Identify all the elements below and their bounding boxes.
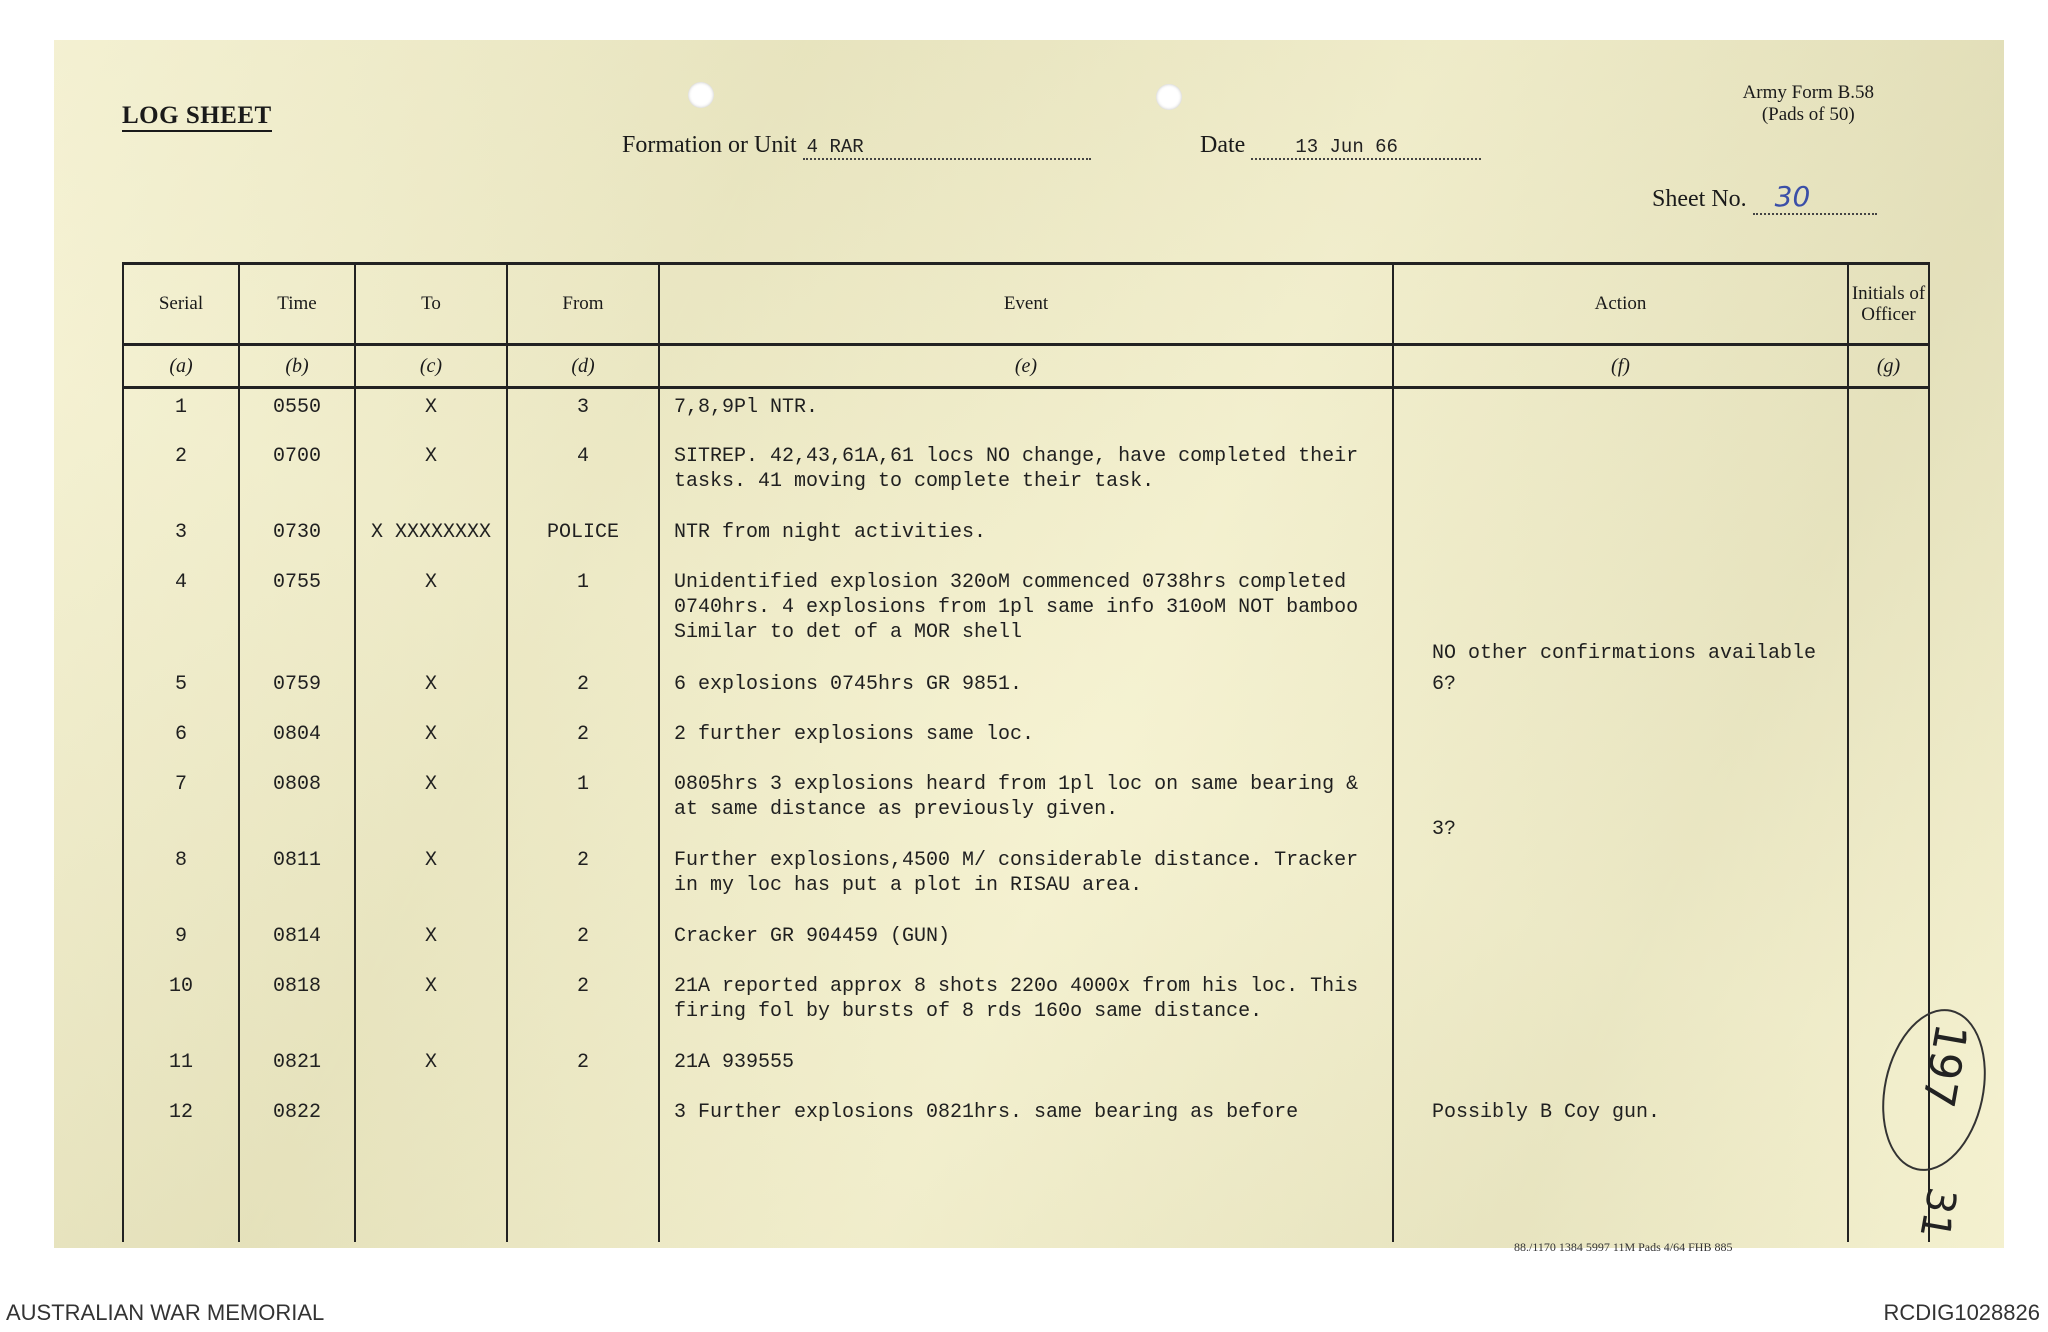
handwritten-mark: 31 <box>1910 1183 1965 1243</box>
cell-event: Cracker GR 904459 (GUN) <box>659 918 1393 968</box>
cell-event: Further explosions,4500 M/ considerable distance. Tracker in my loc has put a plot in RISAU area. <box>659 842 1393 918</box>
cell-action: 6? <box>1393 666 1848 716</box>
cell-initials <box>1848 716 1929 766</box>
cell-to: X <box>355 968 507 1044</box>
table-row <box>123 1094 1929 1144</box>
cell-to: X <box>355 666 507 716</box>
filler-cell <box>355 1144 507 1243</box>
cell-from: 4 <box>507 438 659 514</box>
table-row <box>123 842 1929 918</box>
cell-serial: 6 <box>123 716 239 766</box>
cell-to: X <box>355 388 507 438</box>
cell-action <box>1393 968 1848 1044</box>
handwritten-page-number: 197 <box>1911 1019 1977 1112</box>
print-code: 88./1170 1384 5997 11M Pads 4/64 FHB 885 <box>1514 1240 1733 1254</box>
table-row <box>123 564 1929 666</box>
cell-time: 0759 <box>239 666 355 716</box>
cell-event: 7,8,9Pl NTR. <box>659 388 1393 438</box>
table-row <box>123 438 1929 514</box>
table-filler-row <box>123 1144 1929 1243</box>
sheet-number-label: Sheet No. <box>1652 186 1747 212</box>
cell-event: 3 Further explosions 0821hrs. same bearing as before <box>659 1094 1393 1144</box>
table-row <box>123 666 1929 716</box>
form-number: Army Form B.58 <box>1742 82 1874 103</box>
archive-footer <box>0 1300 2048 1332</box>
table-row <box>123 388 1929 438</box>
date-value: 13 Jun 66 <box>1251 136 1481 160</box>
cell-initials <box>1848 842 1929 918</box>
log-table <box>122 262 1930 1242</box>
cell-time: 0811 <box>239 842 355 918</box>
cell-serial: 5 <box>123 666 239 716</box>
column-header-event: Event <box>659 264 1393 345</box>
cell-event: Unidentified explosion 320oM commenced 0738hrs completed 0740hrs. 4 explosions from 1pl same info 310oM NOT bamboo Similar to det of a MOR shell <box>659 564 1393 666</box>
cell-action <box>1393 438 1848 514</box>
cell-time: 0821 <box>239 1044 355 1094</box>
cell-action: 3? <box>1393 766 1848 842</box>
cell-from <box>507 1094 659 1144</box>
table-row <box>123 514 1929 564</box>
column-header-to: To <box>355 264 507 345</box>
cell-action <box>1393 388 1848 438</box>
cell-time: 0814 <box>239 918 355 968</box>
log-entries <box>123 388 1929 1243</box>
cell-to <box>355 1094 507 1144</box>
cell-from: 2 <box>507 716 659 766</box>
cell-action <box>1393 918 1848 968</box>
punch-hole-left <box>688 82 714 108</box>
cell-serial: 2 <box>123 438 239 514</box>
cell-initials <box>1848 666 1929 716</box>
cell-initials <box>1848 438 1929 514</box>
filler-cell <box>659 1144 1393 1243</box>
archive-id: RCDIG1028826 <box>1883 1300 2040 1325</box>
column-header-serial: Serial <box>123 264 239 345</box>
cell-time: 0818 <box>239 968 355 1044</box>
table-row <box>123 918 1929 968</box>
cell-serial: 8 <box>123 842 239 918</box>
cell-event: 21A 939555 <box>659 1044 1393 1094</box>
column-letter-a: (a) <box>123 345 239 388</box>
form-identifier <box>1743 82 1874 126</box>
archive-name: AUSTRALIAN WAR MEMORIAL <box>6 1300 325 1325</box>
punch-hole-right <box>1156 84 1182 110</box>
cell-action <box>1393 1044 1848 1094</box>
cell-from: 1 <box>507 564 659 666</box>
cell-from: 2 <box>507 968 659 1044</box>
column-header-from: From <box>507 264 659 345</box>
log-sheet-paper <box>54 40 2004 1254</box>
column-letter-e: (e) <box>659 345 1393 388</box>
formation-field <box>622 132 1091 160</box>
cell-to: X <box>355 716 507 766</box>
cell-to: X <box>355 564 507 666</box>
cell-to: X <box>355 766 507 842</box>
cell-initials <box>1848 388 1929 438</box>
cell-from: 2 <box>507 1044 659 1094</box>
cell-from: 2 <box>507 666 659 716</box>
cell-to: X <box>355 438 507 514</box>
column-header-action: Action <box>1393 264 1848 345</box>
cell-serial: 11 <box>123 1044 239 1094</box>
cell-from: 1 <box>507 766 659 842</box>
cell-event: 21A reported approx 8 shots 220o 4000x from his loc. This firing fol by bursts of 8 rds 160o same distance. <box>659 968 1393 1044</box>
cell-action <box>1393 842 1848 918</box>
cell-time: 0822 <box>239 1094 355 1144</box>
column-header-initials: Initials of Officer <box>1848 264 1929 345</box>
cell-event: SITREP. 42,43,61A,61 locs NO change, have completed their tasks. 41 moving to complete their task. <box>659 438 1393 514</box>
cell-to: X <box>355 842 507 918</box>
column-letter-f: (f) <box>1393 345 1848 388</box>
filler-cell <box>507 1144 659 1243</box>
cell-action: NO other confirmations available <box>1393 564 1848 666</box>
sheet-number-field <box>1652 180 1877 215</box>
table-row <box>123 1044 1929 1094</box>
form-pads: (Pads of 50) <box>1761 104 1855 125</box>
cell-time: 0550 <box>239 388 355 438</box>
cell-initials <box>1848 514 1929 564</box>
formation-label: Formation or Unit <box>622 132 797 158</box>
column-letter-d: (d) <box>507 345 659 388</box>
cell-initials <box>1848 918 1929 968</box>
cell-serial: 4 <box>123 564 239 666</box>
date-field <box>1200 132 1481 160</box>
cell-from: 2 <box>507 842 659 918</box>
cell-initials <box>1848 564 1929 666</box>
cell-serial: 3 <box>123 514 239 564</box>
cell-to: X <box>355 1044 507 1094</box>
cell-event: 0805hrs 3 explosions heard from 1pl loc on same bearing & at same distance as previously given. <box>659 766 1393 842</box>
column-letter-row <box>123 345 1929 388</box>
cell-initials <box>1848 766 1929 842</box>
cell-from: 3 <box>507 388 659 438</box>
page-title: LOG SHEET <box>122 102 272 132</box>
sheet-number-handwritten: 30 <box>1774 180 1811 213</box>
cell-serial: 12 <box>123 1094 239 1144</box>
cell-time: 0700 <box>239 438 355 514</box>
cell-time: 0730 <box>239 514 355 564</box>
cell-action <box>1393 716 1848 766</box>
column-letter-g: (g) <box>1848 345 1929 388</box>
table-row <box>123 968 1929 1044</box>
cell-serial: 9 <box>123 918 239 968</box>
table-row <box>123 716 1929 766</box>
cell-event: NTR from night activities. <box>659 514 1393 564</box>
date-label: Date <box>1200 132 1246 158</box>
cell-to: X XXXXXXXX <box>355 514 507 564</box>
column-header-time: Time <box>239 264 355 345</box>
sheet-number-value <box>1753 180 1877 215</box>
cell-serial: 1 <box>123 388 239 438</box>
cell-time: 0804 <box>239 716 355 766</box>
cell-time: 0755 <box>239 564 355 666</box>
cell-event: 6 explosions 0745hrs GR 9851. <box>659 666 1393 716</box>
cell-action: Possibly B Coy gun. <box>1393 1094 1848 1144</box>
cell-serial: 10 <box>123 968 239 1044</box>
cell-action <box>1393 514 1848 564</box>
filler-cell <box>1393 1144 1848 1243</box>
column-header-row <box>123 264 1929 345</box>
cell-serial: 7 <box>123 766 239 842</box>
cell-from: 2 <box>507 918 659 968</box>
cell-to: X <box>355 918 507 968</box>
table-row <box>123 766 1929 842</box>
cell-from: POLICE <box>507 514 659 564</box>
cell-event: 2 further explosions same loc. <box>659 716 1393 766</box>
filler-cell <box>123 1144 239 1243</box>
filler-cell <box>239 1144 355 1243</box>
formation-value: 4 RAR <box>803 136 1091 160</box>
column-letter-b: (b) <box>239 345 355 388</box>
cell-time: 0808 <box>239 766 355 842</box>
column-letter-c: (c) <box>355 345 507 388</box>
